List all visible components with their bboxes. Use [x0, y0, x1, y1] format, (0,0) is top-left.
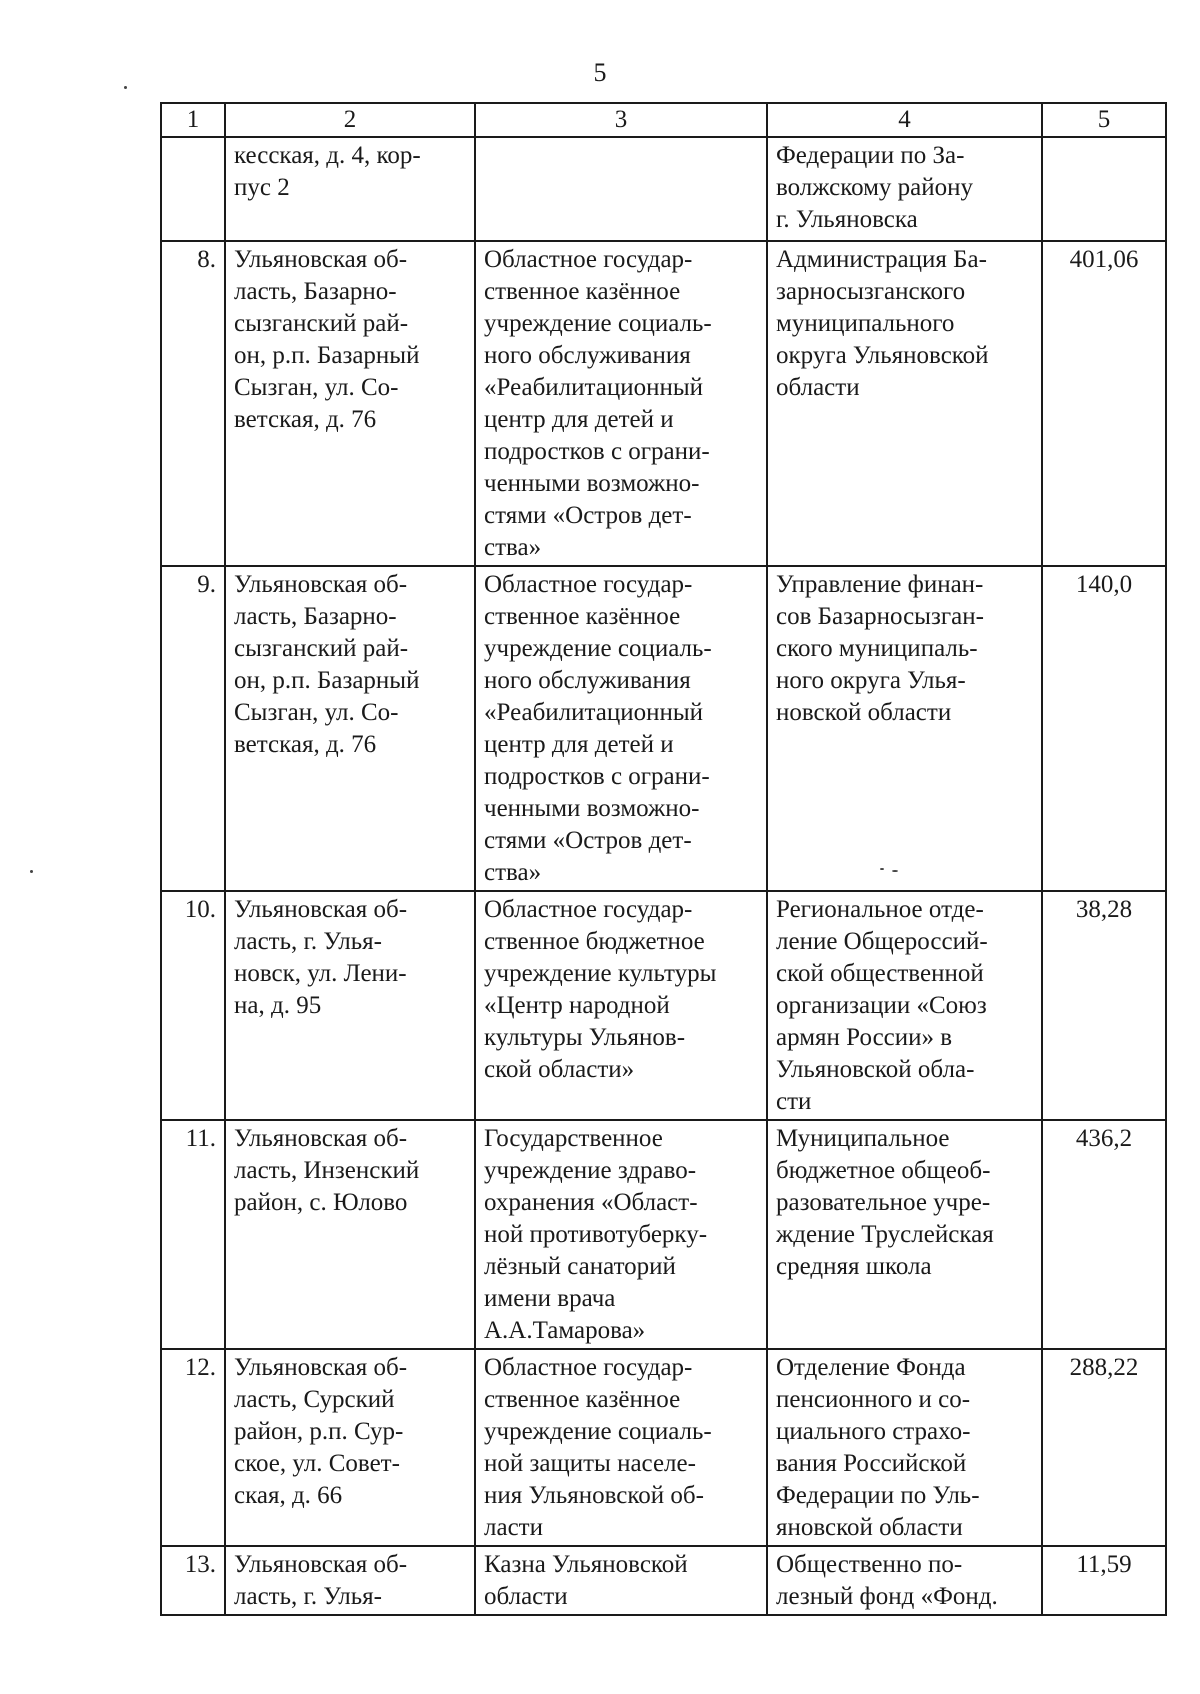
object-cell [475, 241, 767, 566]
object-text: Государственное учреждение здраво- охранения «Област- ной противотуберку- лёзный санаторий имени врача А.А.Тамарова» [484, 1125, 708, 1344]
recipient-cell [767, 566, 1042, 891]
recipient-text: Федерации по За- волжскому району г. Ульяновска [776, 142, 974, 233]
table-row [161, 1120, 1166, 1349]
address-cell [225, 137, 475, 241]
address-cell [225, 1546, 475, 1615]
column-header-1: 1 [161, 103, 225, 137]
area-value: 38,28 [1042, 891, 1166, 1120]
address-text: Ульяновская об- ласть, г. Улья- новск, ул. Лени- на, д. 95 [234, 896, 408, 1019]
recipient-text: Муниципальное бюджетное общеоб- разовательное учре- ждение Труслейская средняя школа [776, 1125, 994, 1280]
address-cell [225, 1349, 475, 1546]
object-cell [475, 891, 767, 1120]
table-row [161, 1546, 1166, 1615]
address-cell [225, 891, 475, 1120]
table-header-row [161, 103, 1166, 137]
object-text: Областное государ- ственное казённое учреждение социаль- ной защиты населе- ния Ульяновской об- ласти [484, 1354, 712, 1541]
recipient-text: Региональное отде- ление Общероссий- ской общественной организации «Союз армян России» в Ульяновской обла- сти [776, 896, 988, 1115]
scan-speck [30, 870, 33, 873]
recipient-text: Общественно по- лезный фонд «Фонд. [776, 1551, 998, 1610]
area-value: 401,06 [1042, 241, 1166, 566]
column-header-4: 4 [767, 103, 1042, 137]
address-text: кесская, д. 4, кор- пус 2 [234, 142, 421, 201]
address-text: Ульяновская об- ласть, г. Улья- [234, 1551, 408, 1610]
recipient-text: Управление финан- сов Базарносызган- ского муниципаль- ного округа Улья- новской области [776, 571, 984, 726]
table-row [161, 891, 1166, 1120]
table-row [161, 137, 1166, 241]
row-number: 9. [161, 566, 225, 891]
area-value: 436,2 [1042, 1120, 1166, 1349]
address-text: Ульяновская об- ласть, Сурский район, р.п. Сур- ское, ул. Совет- ская, д. 66 [234, 1354, 408, 1509]
object-cell [475, 1120, 767, 1349]
object-cell [475, 566, 767, 891]
address-cell [225, 241, 475, 566]
scan-speck [124, 86, 127, 89]
row-number: 13. [161, 1546, 225, 1615]
row-number: 11. [161, 1120, 225, 1349]
area-value: 11,59 [1042, 1546, 1166, 1615]
row-number: 8. [161, 241, 225, 566]
object-text: Казна Ульяновской области [484, 1551, 688, 1610]
page-number: 5 [593, 58, 607, 87]
recipient-cell [767, 137, 1042, 241]
address-text: Ульяновская об- ласть, Базарно- сызганский рай- он, р.п. Базарный Сызган, ул. Со- ветская, д. 76 [234, 571, 420, 758]
recipient-cell [767, 1546, 1042, 1615]
area-value [1042, 137, 1166, 241]
recipient-cell [767, 1349, 1042, 1546]
area-value: 288,22 [1042, 1349, 1166, 1546]
object-text: Областное государ- ственное казённое учреждение социаль- ного обслуживания «Реабилитационный центр для детей и подростков с ограни- ченными возможно- стями «Остров дет- ства» [484, 246, 712, 561]
object-text: Областное государ- ственное казённое учреждение социаль- ного обслуживания «Реабилитационный центр для детей и подростков с ограни- ченными возможно- стями «Остров дет- ства» [484, 571, 712, 886]
row-number: 12. [161, 1349, 225, 1546]
recipient-cell [767, 241, 1042, 566]
object-cell [475, 1349, 767, 1546]
row-number [161, 137, 225, 241]
address-cell [225, 1120, 475, 1349]
address-text: Ульяновская об- ласть, Инзенский район, с. Юлово [234, 1125, 420, 1216]
row-number: 10. [161, 891, 225, 1120]
object-cell [475, 137, 767, 241]
area-value: 140,0 [1042, 566, 1166, 891]
recipient-cell [767, 891, 1042, 1120]
column-header-5: 5 [1042, 103, 1166, 137]
table-row [161, 1349, 1166, 1546]
object-text: Областное государ- ственное бюджетное учреждение культуры «Центр народной культуры Ульянов- ской области» [484, 896, 717, 1083]
object-cell [475, 1546, 767, 1615]
column-header-3: 3 [475, 103, 767, 137]
column-header-2: 2 [225, 103, 475, 137]
data-table [160, 102, 1167, 1616]
address-text: Ульяновская об- ласть, Базарно- сызганский рай- он, р.п. Базарный Сызган, ул. Со- ветская, д. 76 [234, 246, 420, 433]
recipient-text: Отделение Фонда пенсионного и со- циального страхо- вания Российской Федерации по Уль- яновской области [776, 1354, 980, 1541]
address-cell [225, 566, 475, 891]
recipient-text: Администрация Ба- зарносызганского муниципального округа Ульяновской области [776, 246, 989, 401]
recipient-cell [767, 1120, 1042, 1349]
table-row [161, 566, 1166, 891]
table-row [161, 241, 1166, 566]
